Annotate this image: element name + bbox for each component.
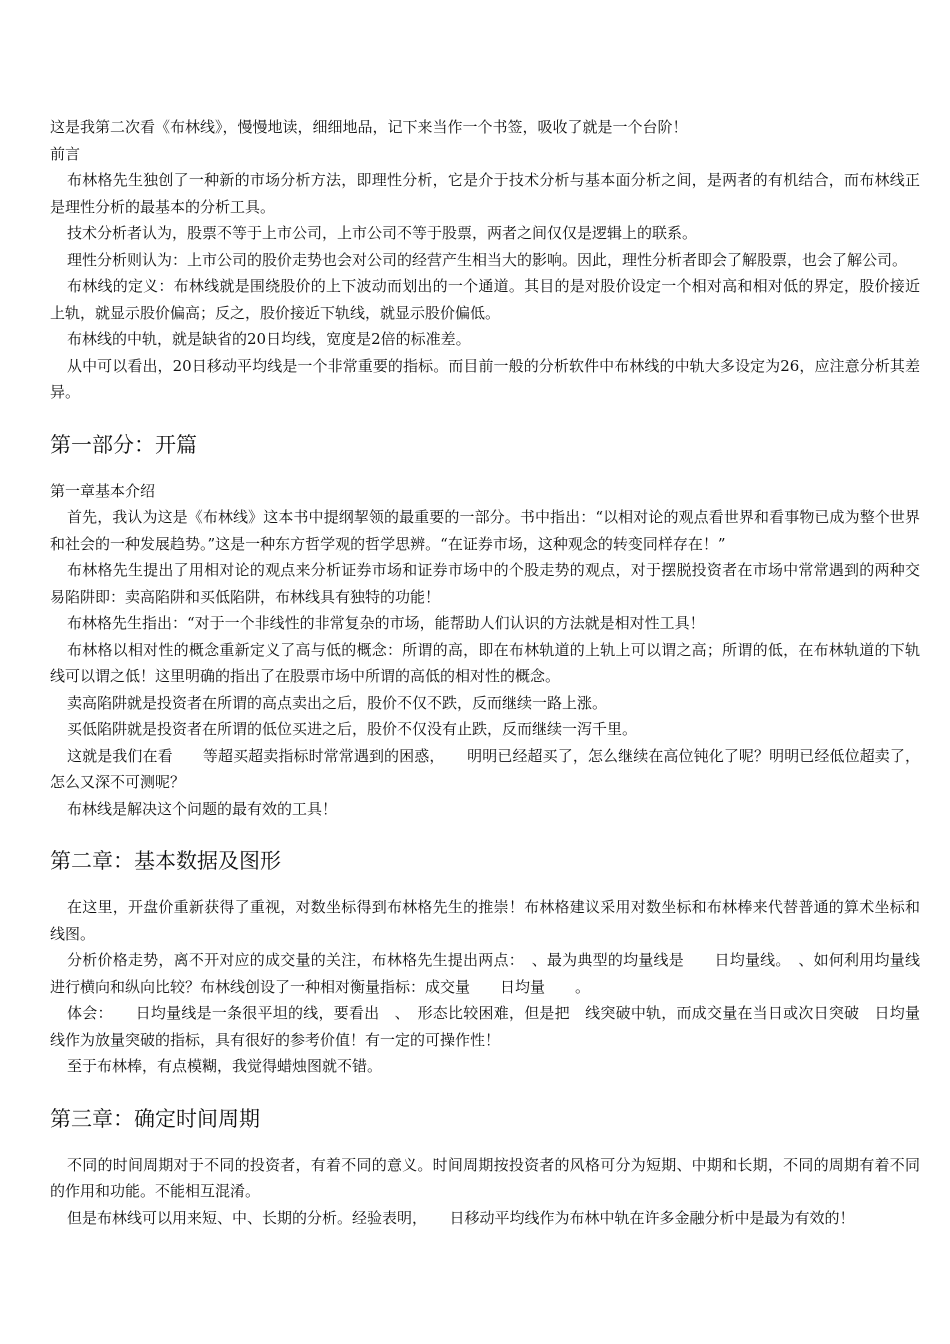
intro-note: 这是我第二次看《布林线》，慢慢地读，细细地品，记下来当作一个书签，吸收了就是一个台阶！ <box>50 118 688 136</box>
part1-paragraph: 这就是我们在看 等超买超卖指标时常常遇到的困惑， 明明已经超买了，怎么继续在高位钝化了呢？明明已经低位超卖了，怎么又深不可测呢？ <box>50 746 920 791</box>
chapter2-paragraph: 在这里，开盘价重新获得了重视，对数坐标得到布林格先生的推崇！布林格建议采用对数坐标和布林棒来代替普通的算术坐标和 线图。 <box>50 898 920 943</box>
preface-paragraph: 技术分析者认为，股票不等于上市公司，上市公司不等于股票，两者之间仅仅是逻辑上的联系。 <box>67 224 698 242</box>
document-page <box>50 114 920 1231</box>
part1-paragraph: 卖高陷阱就是投资者在所谓的高点卖出之后，股价不仅不跌，反而继续一路上涨。 <box>67 693 608 712</box>
part1-paragraph: 买低陷阱就是投资者在所谓的低位买进之后，股价不仅没有止跌，反而继续一泻千里。 <box>67 720 638 738</box>
part1-paragraph: 布林线是解决这个问题的最有效的工具！ <box>67 799 338 818</box>
chapter3-paragraph: 但是布林线可以用来短、中、长期的分析。经验表明， 日移动平均线作为布林中轨在许多金融分析中是最为有效的！ <box>67 1208 855 1227</box>
part1-paragraph: 布林格先生指出：“对于一个非线性的非常复杂的市场，能帮助人们认识的方法就是相对性工具！ <box>67 614 705 632</box>
chapter3-heading: 第三章：确定时间周期 <box>50 1106 260 1131</box>
part1-paragraph: 布林格以相对性的概念重新定义了高与低的概念：所谓的高，即在布林轨道的上轨上可以谓之高；所谓的低，在布林轨道的下轨线可以谓之低！这里明确的指出了在股票市场中所谓的高低的相对性的概念。 <box>50 640 920 685</box>
chapter2-heading: 第二章：基本数据及图形 <box>50 849 281 873</box>
preface-paragraph: 布林线的定义：布林线就是围绕股价的上下波动而划出的一个通道。其目的是对股价设定一个相对高和相对低的界定，股价接近上轨，就显示股价偏高；反之，股价接近下轨线，就显示股价偏低。 <box>50 277 920 322</box>
chapter2-paragraph: 至于布林棒，有点模糊，我觉得蜡烛图就不错。 <box>67 1057 383 1075</box>
part1-paragraph: 布林格先生提出了用相对论的观点来分析证券市场和证券市场中的个股走势的观点，对于摆脱投资者在市场中常常遇到的两种交易陷阱即：卖高陷阱和买低陷阱，布林线具有独特的功能！ <box>50 561 920 606</box>
chapter3-paragraph: 不同的时间周期对于不同的投资者，有着不同的意义。时间周期按投资者的风格可分为短期、中期和长期，不同的周期有着不同的作用和功能。不能相互混淆。 <box>50 1155 920 1200</box>
preface-paragraph: 理性分析则认为：上市公司的股价走势也会对公司的经营产生相当大的影响。因此，理性分析者即会了解股票，也会了解公司。 <box>67 250 908 269</box>
chapter2-paragraph: 体会： 日均量线是一条很平坦的线，要看出 、 形态比较困难，但是把 线突破中轨，而成交量在当日或次日突破 日均量线作为放量突破的指标，具有很好的参考价值！有一定的可操作性！ <box>50 1004 920 1049</box>
chapter1-title: 第一章基本介绍 <box>50 481 156 500</box>
chapter2-paragraph: 分析价格走势，离不开对应的成交量的关注，布林格先生提出两点： 、最为典型的均量线是 日均量线。 、如何利用均量线进行横向和纵向比较？布林线创设了一种相对衡量指标：成交量 日均量 。 <box>50 951 920 996</box>
preface-paragraph: 布林格先生独创了一种新的市场分析方法，即理性分析，它是介于技术分析与基本面分析之间，是两者的有机结合，而布林线正是理性分析的最基本的分析工具。 <box>50 171 920 216</box>
preface-paragraph: 布林线的中轨，就是缺省的20日均线，宽度是2倍的标准差。 <box>67 330 471 348</box>
part1-heading: 第一部分：开篇 <box>50 432 197 457</box>
preface-paragraph: 从中可以看出，20日移动平均线是一个非常重要的指标。而目前一般的分析软件中布林线的中轨大多设定为26，应注意分析其差异。 <box>50 356 920 401</box>
part1-paragraph: 首先，我认为这是《布林线》这本书中提纲挈领的最重要的一部分。书中指出：“以相对论的观点看世界和看事物已成为整个世界和社会的一种发展趋势。”这是一种东方哲学观的哲学思辨。“在证券市场，这种观念的转变同样存在！” <box>50 508 920 553</box>
preface-title: 前言 <box>50 144 81 163</box>
